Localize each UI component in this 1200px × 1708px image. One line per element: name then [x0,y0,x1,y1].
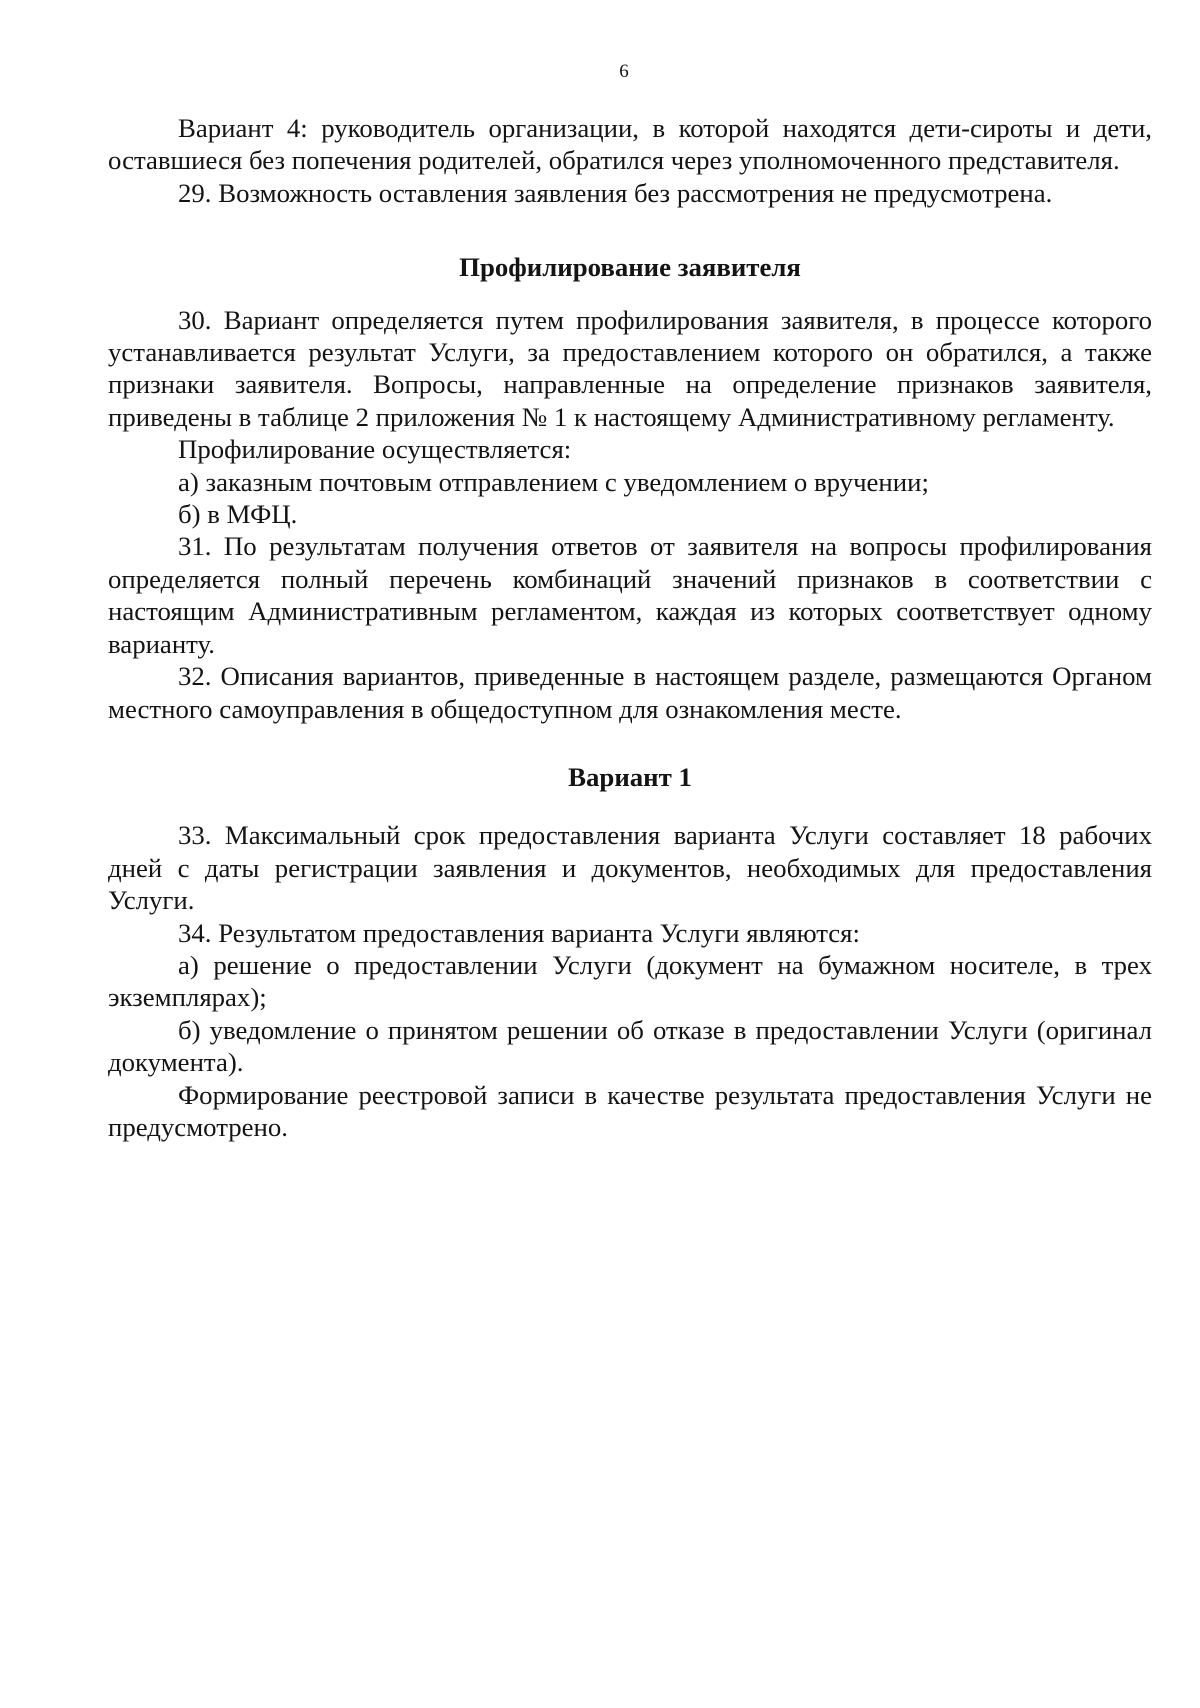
paragraph-32: 32. Описания вариантов, приведенные в настоящем разделе, размещаются Органом местного самоуправления в общедоступном для ознакомления месте. [108,661,1152,724]
paragraph-variant-4: Вариант 4: руководитель организации, в которой находятся дети-сироты и дети, оставшиеся без попечения родителей, обратился через уполномоченного представителя. [108,113,1152,176]
paragraph-registry-record: Формирование реестровой записи в качестве результата предоставления Услуги не предусмотрено. [108,1079,1152,1142]
paragraph-33: 33. Максимальный срок предоставления варианта Услуги составляет 18 рабочих дней с даты регистрации заявления и документов, необходимых для предоставления Услуги. [108,820,1152,916]
paragraph-31: 31. По результатам получения ответов от заявителя на вопросы профилирования определяется полный перечень комбинаций значений признаков в соответствии с настоящим Административным регламентом, каждая из которых соответствует одному варианту. [108,531,1152,659]
section-heading-variant-1: Вариант 1 [568,761,692,792]
list-item-result-b: б) уведомление о принятом решении об отказе в предоставлении Услуги (оригинал документа). [108,1014,1152,1078]
section-heading-profiling: Профилирование заявителя [459,252,801,283]
paragraph-30: 30. Вариант определяется путем профилирования заявителя, в процессе которого устанавливается результат Услуги, за предоставлением которого он обратился, а также признаки заявителя. Вопросы, направленные на определение признаков заявителя, приведены в таблице 2 приложения № 1 к настоящему Административному регламенту. [108,304,1152,432]
document-body [108,112,1152,1143]
page-number: 6 [619,61,629,82]
paragraph-profiling-intro: Профилирование осуществляется: [178,434,572,465]
list-item-profiling-a: а) заказным почтовым отправлением с уведомлением о вручении; [178,466,929,497]
paragraph-34: 34. Результатом предоставления варианта Услуги являются: [178,917,860,948]
paragraph-29: 29. Возможность оставления заявления без рассмотрения не предусмотрена. [178,177,1053,208]
list-item-result-a: а) решение о предоставлении Услуги (документ на бумажном носителе, в трех экземплярах); [108,949,1152,1013]
list-item-profiling-b: б) в МФЦ. [178,499,298,530]
